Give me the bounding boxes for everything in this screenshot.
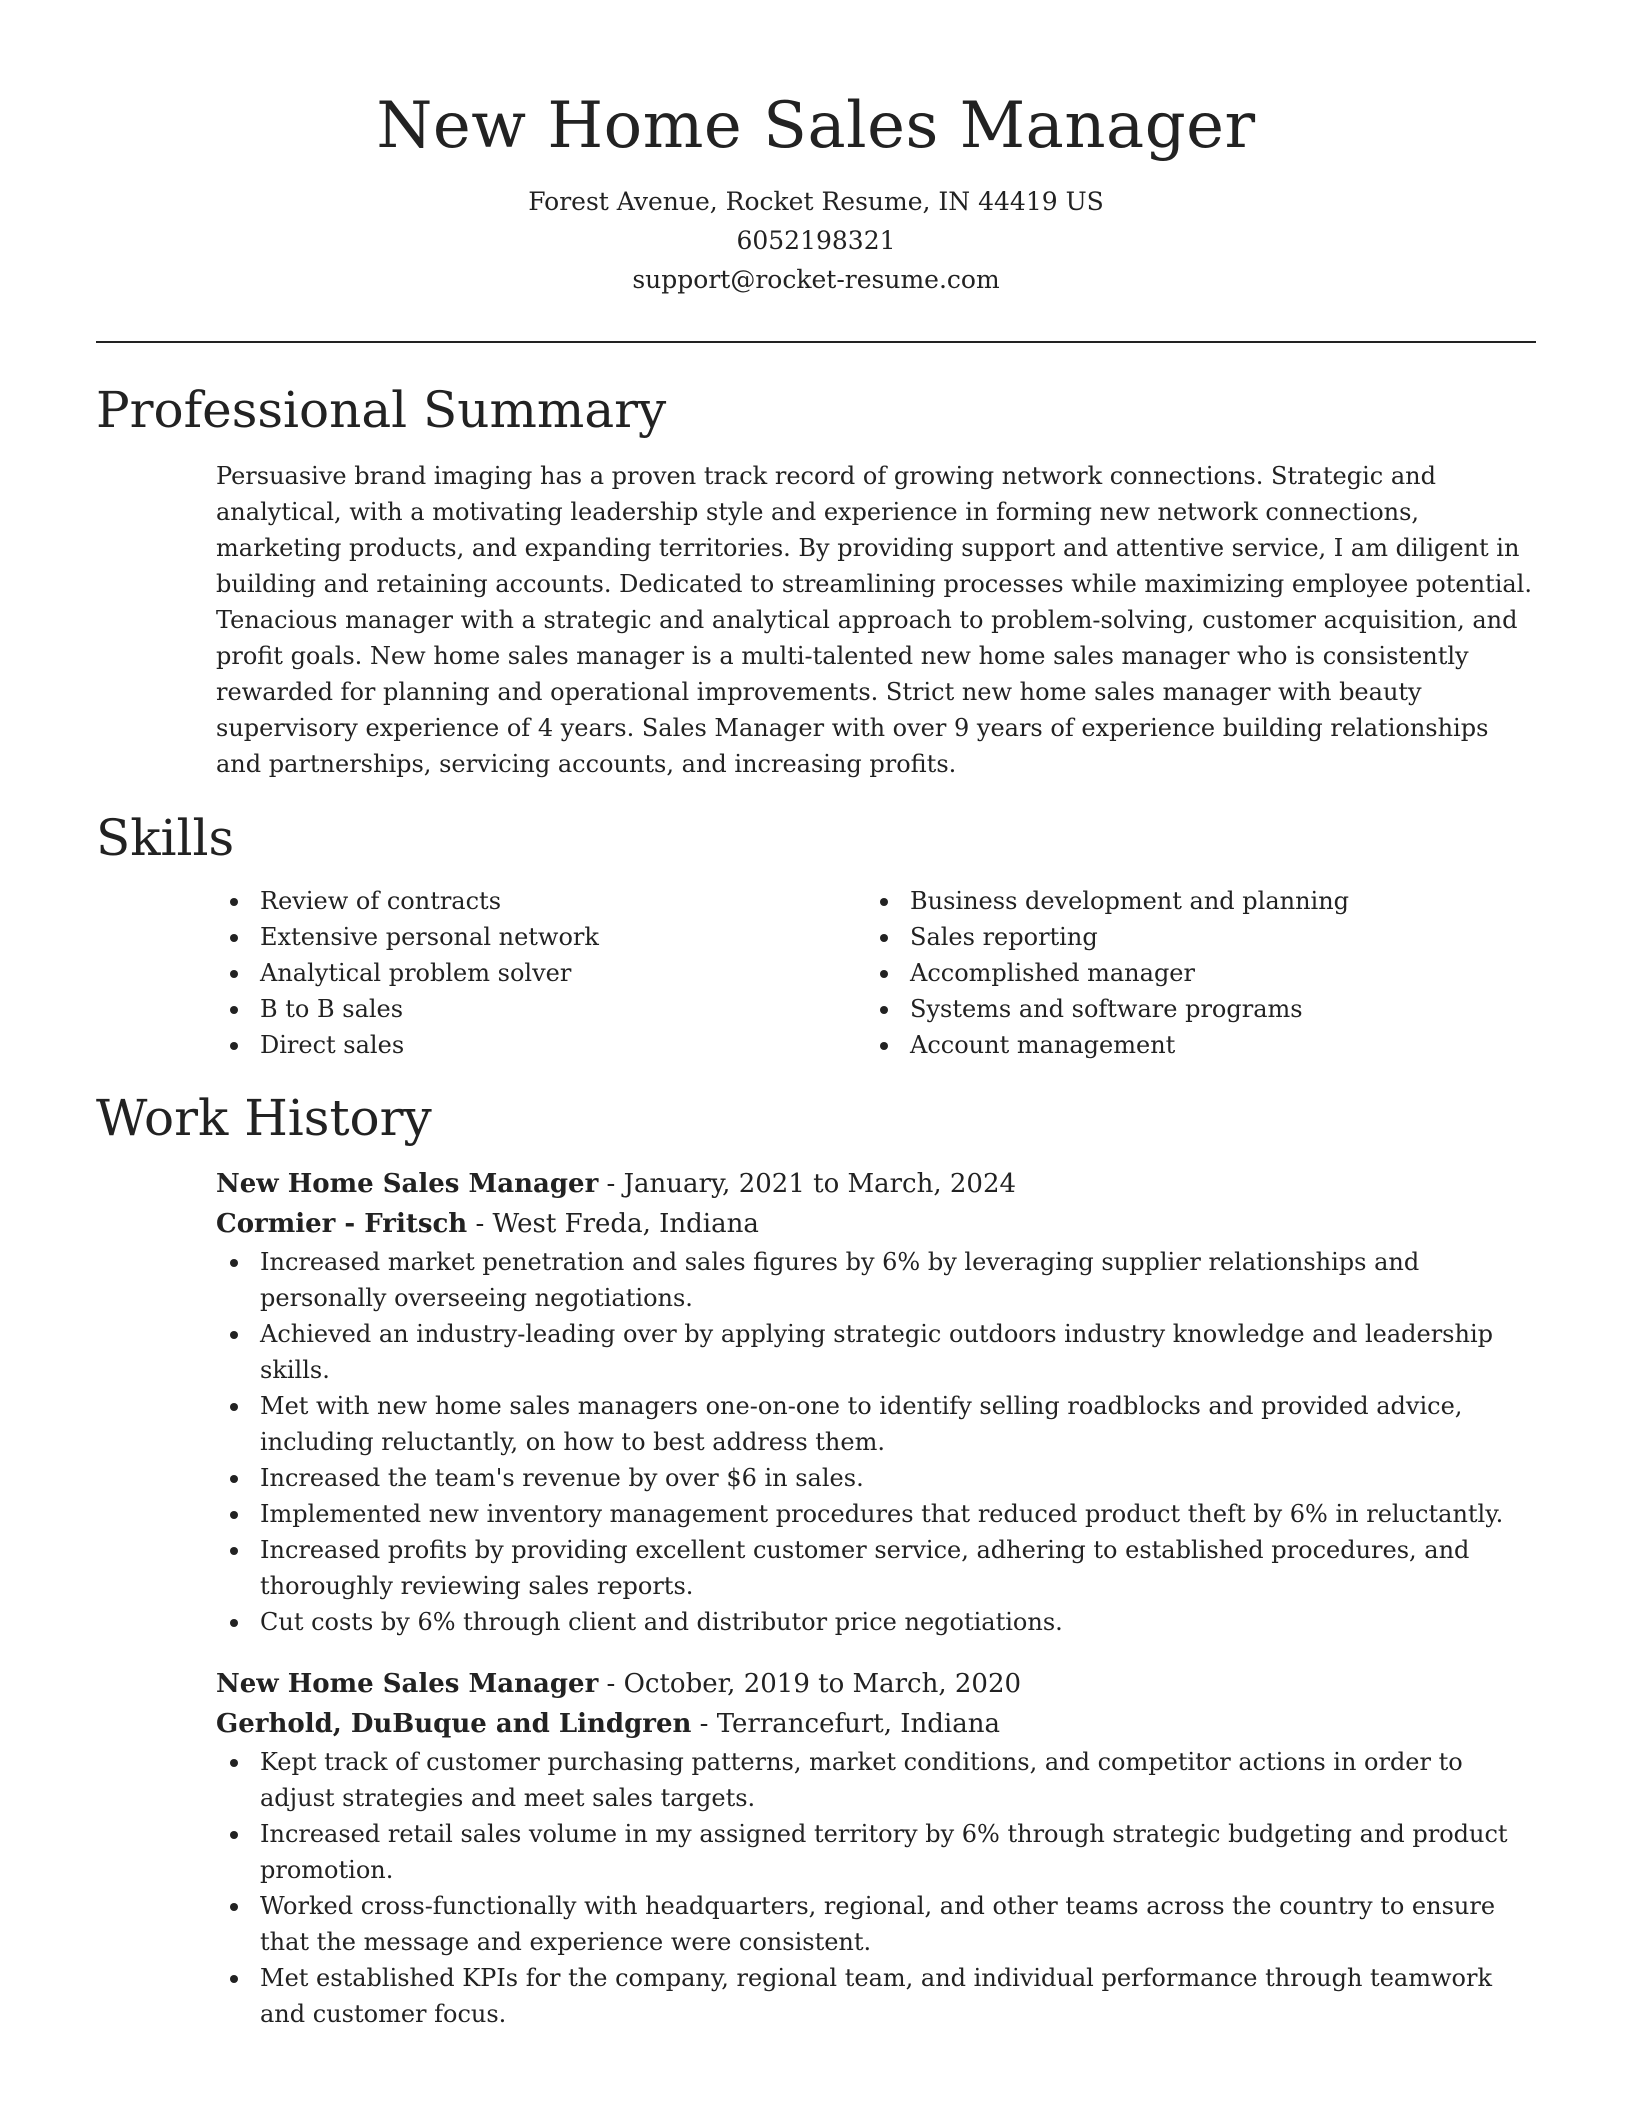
email-line: support@rocket-resume.com bbox=[632, 265, 1000, 294]
skill-item: Business development and planning bbox=[910, 883, 1516, 919]
job-bullet: Worked cross-functionally with headquarters, regional, and other teams across the country to ensure that the message and experience were consistent. bbox=[260, 1888, 1540, 1960]
job-company-line bbox=[216, 1704, 1540, 1744]
resume-header bbox=[0, 0, 1632, 299]
work-history-section bbox=[216, 1164, 1540, 2056]
job-bullet: Implemented new inventory management procedures that reduced product theft by 6% in reluctantly. bbox=[260, 1496, 1540, 1532]
skill-item: Systems and software programs bbox=[910, 991, 1516, 1027]
job-entry bbox=[216, 1664, 1540, 2032]
job-bullet-list bbox=[216, 1744, 1540, 2032]
address-line: Forest Avenue, Rocket Resume, IN 44419 US bbox=[528, 187, 1104, 216]
job-role: New Home Sales Manager bbox=[216, 1169, 599, 1199]
skill-item: Sales reporting bbox=[910, 919, 1516, 955]
job-bullet: Increased market penetration and sales figures by 6% by leveraging supplier relationships and personally overseeing negotiations. bbox=[260, 1244, 1540, 1316]
skills-section bbox=[216, 883, 1540, 1063]
work-history-heading: Work History bbox=[96, 1089, 432, 1147]
job-company: Cormier - Fritsch bbox=[216, 1209, 468, 1239]
job-bullet: Met with new home sales managers one-on-one to identify selling roadblocks and provided advice, including reluctantly, on how to best address them. bbox=[260, 1388, 1540, 1460]
job-bullet: Kept track of customer purchasing patterns, market conditions, and competitor actions in order to adjust strategies and meet sales targets. bbox=[260, 1744, 1540, 1816]
job-entry bbox=[216, 1164, 1540, 1640]
summary-text: Persuasive brand imaging has a proven track record of growing network connections. Strategic and analytical, with a motivating leadership style and experience in forming new network connections, marketing products, and expanding territories. By providing support and attentive service, I am diligent in building and retaining accounts. Dedicated to streamlining processes while maximizing employee potential. Tenacious manager with a strategic and analytical approach to problem-solving, customer acquisition, and profit goals. New home sales manager is a multi-talented new home sales manager who is consistently rewarded for planning and operational improvements. Strict new home sales manager with beauty supervisory experience of 4 years. Sales Manager with over 9 years of experience building relationships and partnerships, servicing accounts, and increasing profits. bbox=[216, 462, 1532, 778]
job-dates: - October, 2019 to March, 2020 bbox=[598, 1669, 1022, 1699]
skill-item: Extensive personal network bbox=[260, 919, 866, 955]
job-bullet: Increased profits by providing excellent customer service, adhering to established procedures, and thoroughly reviewing sales reports. bbox=[260, 1532, 1540, 1604]
skill-item: B to B sales bbox=[260, 991, 866, 1027]
skills-column-left bbox=[216, 883, 866, 1063]
summary-section bbox=[216, 458, 1540, 782]
job-location: - West Freda, Indiana bbox=[467, 1209, 759, 1239]
skill-item: Analytical problem solver bbox=[260, 955, 866, 991]
header-divider bbox=[96, 341, 1536, 343]
skills-column-right bbox=[866, 883, 1516, 1063]
job-bullet: Achieved an industry-leading over by applying strategic outdoors industry knowledge and leadership skills. bbox=[260, 1316, 1540, 1388]
job-location: - Terrancefurt, Indiana bbox=[691, 1709, 1000, 1739]
candidate-name: New Home Sales Manager bbox=[376, 89, 1256, 163]
job-bullet: Met established KPIs for the company, regional team, and individual performance through teamwork and customer focus. bbox=[260, 1960, 1540, 2032]
skills-heading: Skills bbox=[96, 809, 235, 867]
skill-item: Direct sales bbox=[260, 1027, 866, 1063]
skill-item: Accomplished manager bbox=[910, 955, 1516, 991]
job-bullet: Increased retail sales volume in my assigned territory by 6% through strategic budgeting and product promotion. bbox=[260, 1816, 1540, 1888]
job-bullet-list bbox=[216, 1244, 1540, 1640]
summary-heading: Professional Summary bbox=[96, 381, 667, 439]
phone-line: 6052198321 bbox=[736, 226, 896, 255]
skill-item: Account management bbox=[910, 1027, 1516, 1063]
job-bullet: Cut costs by 6% through client and distributor price negotiations. bbox=[260, 1604, 1540, 1640]
job-title-line bbox=[216, 1164, 1540, 1204]
contact-block bbox=[0, 182, 1632, 299]
skill-item: Review of contracts bbox=[260, 883, 866, 919]
job-title-line bbox=[216, 1664, 1540, 1704]
job-bullet: Increased the team's revenue by over $6 in sales. bbox=[260, 1460, 1540, 1496]
job-dates: - January, 2021 to March, 2024 bbox=[598, 1169, 1017, 1199]
job-company-line bbox=[216, 1204, 1540, 1244]
job-company: Gerhold, DuBuque and Lindgren bbox=[216, 1709, 692, 1739]
job-role: New Home Sales Manager bbox=[216, 1669, 599, 1699]
